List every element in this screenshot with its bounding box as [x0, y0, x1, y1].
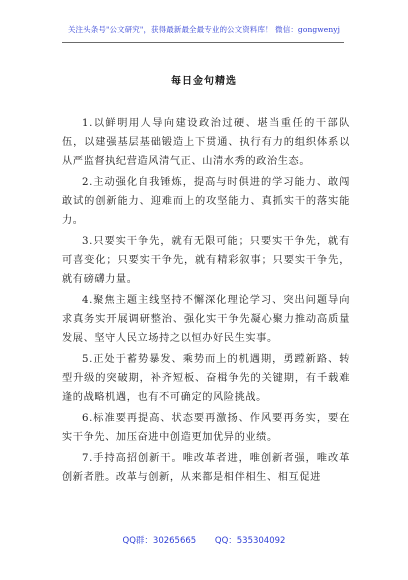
header-divider — [62, 42, 344, 43]
paragraph-4: 4.聚焦主题主线坚持不懈深化理论学习、突出问题导向求真务实开展调研整治、强化实干争先凝心聚力推动高质量发展、坚守人民立场持之以恒办好民生实事。 — [62, 295, 350, 344]
paragraph-1: 1.以鲜明用人导向建设政治过硬、堪当重任的干部队伍，以建强基层基础锻造上下贯通、执行有力的组织体系以从严监督执纪营造风清气正、山清水秀的政治生态。 — [62, 118, 350, 167]
paragraph-3: 3.只要实干争先，就有无限可能；只要实干争先，就有可喜变化；只要实干争先，就有精彩叙事；只要实干争先，就有磅礴力量。 — [62, 236, 350, 285]
paragraph-2: 2.主动强化自我锤炼，提高与时俱进的学习能力、敢闯敢试的创新能力、迎难而上的攻坚能力、真抓实干的落实能力。 — [62, 177, 350, 226]
footer-contact — [0, 534, 408, 546]
paragraph-5: 5.正处于蓄势暴发、乘势而上的机遇期，勇蹚新路、转型升级的突破期，补齐短板、奋楫争先的关键期，有千载难逢的战略机遇，也有不可确定的风险挑战。 — [62, 354, 350, 403]
footer-qq: QQ：535304092 — [214, 536, 286, 546]
header-banner: 关注头条号"公文研究"，获得最新最全最专业的公文资料库！ 微信：gongwenyj — [67, 25, 341, 34]
page-title: 每日金句精选 — [171, 76, 237, 87]
paragraph-7: 7.手持高招创新干。唯改革者进，唯创新者强，唯改革创新者胜。改革与创新，从来都是相伴相生、相互促进 — [62, 453, 350, 483]
document-body — [62, 114, 350, 487]
paragraph-6: 6.标准要再提高、状态要再激扬、作风要再务实，要在实干争先、加压奋进中创造更加优异的业绩。 — [62, 413, 350, 443]
footer-qq-group: QQ群：30265665 — [122, 536, 197, 546]
